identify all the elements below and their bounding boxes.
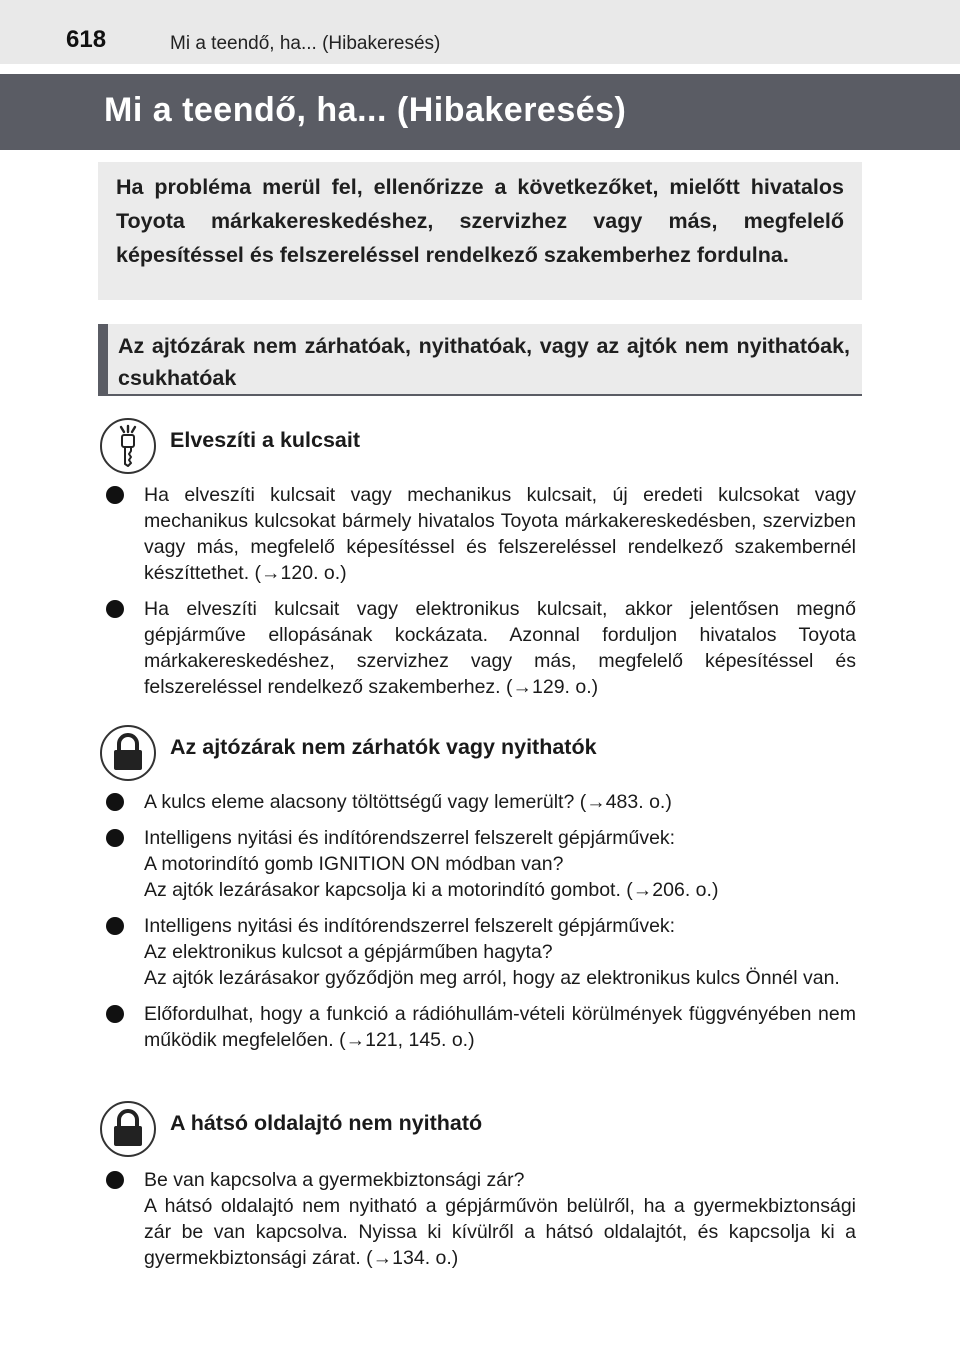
page-number: 618: [66, 26, 107, 53]
list-item: [104, 825, 856, 903]
bullet-text: A kulcs eleme alacsony töltöttségű vagy lemerült? (→483. o.): [144, 791, 672, 813]
bullet-icon: [106, 917, 124, 935]
padlock-icon: [100, 725, 156, 781]
list-item: [104, 596, 856, 700]
bullet-text-line: Be van kapcsolva a gyermekbiztonsági zár?: [144, 1169, 525, 1191]
intro-box: [98, 162, 862, 300]
bullet-text-line: Az ajtók lezárásakor győződjön meg arról, hogy az elektronikus kulcs Önnél van.: [144, 967, 840, 989]
list-item: [104, 789, 856, 815]
bullet-icon: [106, 829, 124, 847]
bullet-text-line: Az elektronikus kulcsot a gépjárműben hagyta?: [144, 941, 553, 963]
bullet-list: [104, 1167, 856, 1281]
bullet-text: Ha elveszíti kulcsait vagy mechanikus kulcsait, új eredeti kulcsokat vagy mechanikus kulcsokat bármely hivatalos Toyota márkakereskedésben, szervizben vagy más, megfelelő képesítéssel és felszereléssel rendelkező szakembernél készíttethet. (→120. o.): [144, 484, 856, 584]
bullet-list: [104, 482, 856, 710]
title-bar: [0, 74, 960, 150]
bullet-icon: [106, 793, 124, 811]
page-title: Mi a teendő, ha... (Hibakeresés): [104, 91, 627, 129]
bullet-icon: [106, 1005, 124, 1023]
section-title: Az ajtózárak nem zárhatóak, nyithatóak, vagy az ajtók nem nyithatóak, csukhatóak: [118, 334, 850, 390]
bullet-text: Előfordulhat, hogy a funkció a rádióhullám-vételi körülmények függvényében nem működik megfelelően. (→121, 145. o.): [144, 1003, 856, 1051]
bullet-text-line: Intelligens nyitási és indítórendszerrel felszerelt gépjárművek:: [144, 915, 676, 937]
padlock-icon: [100, 1101, 156, 1157]
subsection-title: A hátsó oldalajtó nem nyitható: [170, 1111, 483, 1135]
section-header: [98, 324, 862, 396]
list-item: [104, 913, 856, 991]
running-header-title: Mi a teendő, ha... (Hibakeresés): [170, 33, 441, 54]
key-icon: [100, 418, 156, 474]
bullet-text-line: A hátsó oldalajtó nem nyitható a gépjárművön belülről, ha a gyermekbiztonsági zár be van kapcsolva. Nyissa ki kívülről a hátsó oldalajtót, és kapcsolja ki a gyermekbiztonsági zárat. (→134. o.): [144, 1195, 856, 1269]
list-item: [104, 1001, 856, 1053]
bullet-icon: [106, 600, 124, 618]
bullet-icon: [106, 486, 124, 504]
bullet-icon: [106, 1171, 124, 1189]
bullet-text-line: Intelligens nyitási és indítórendszerrel felszerelt gépjárművek:: [144, 827, 676, 849]
subsection-title: Az ajtózárak nem zárhatók vagy nyithatók: [170, 735, 597, 759]
bullet-list: [104, 789, 856, 1063]
bullet-text-line: A motorindító gomb IGNITION ON módban van?: [144, 853, 564, 875]
list-item: [104, 482, 856, 586]
intro-text: Ha probléma merül fel, ellenőrizze a következőket, mielőtt hivatalos Toyota márkakereskedéshez, szervizhez vagy más, megfelelő képesítéssel és felszereléssel rendelkező szakemberhez fordulna.: [116, 175, 844, 267]
list-item: [104, 1167, 856, 1271]
bullet-text: Ha elveszíti kulcsait vagy elektronikus kulcsait, akkor jelentősen megnő gépjárműve ellopásának kockázata. Azonnal forduljon hivatalos Toyota márkakereskedéshez, szervizhez vagy más, megfelelő képesítéssel és felszereléssel rendelkező szakemberhez. (→129. o.): [144, 598, 856, 698]
bullet-text-line: Az ajtók lezárásakor kapcsolja ki a motorindító gombot. (→206. o.): [144, 879, 719, 901]
running-header-band: [0, 0, 960, 64]
subsection-title: Elveszíti a kulcsait: [170, 428, 361, 452]
